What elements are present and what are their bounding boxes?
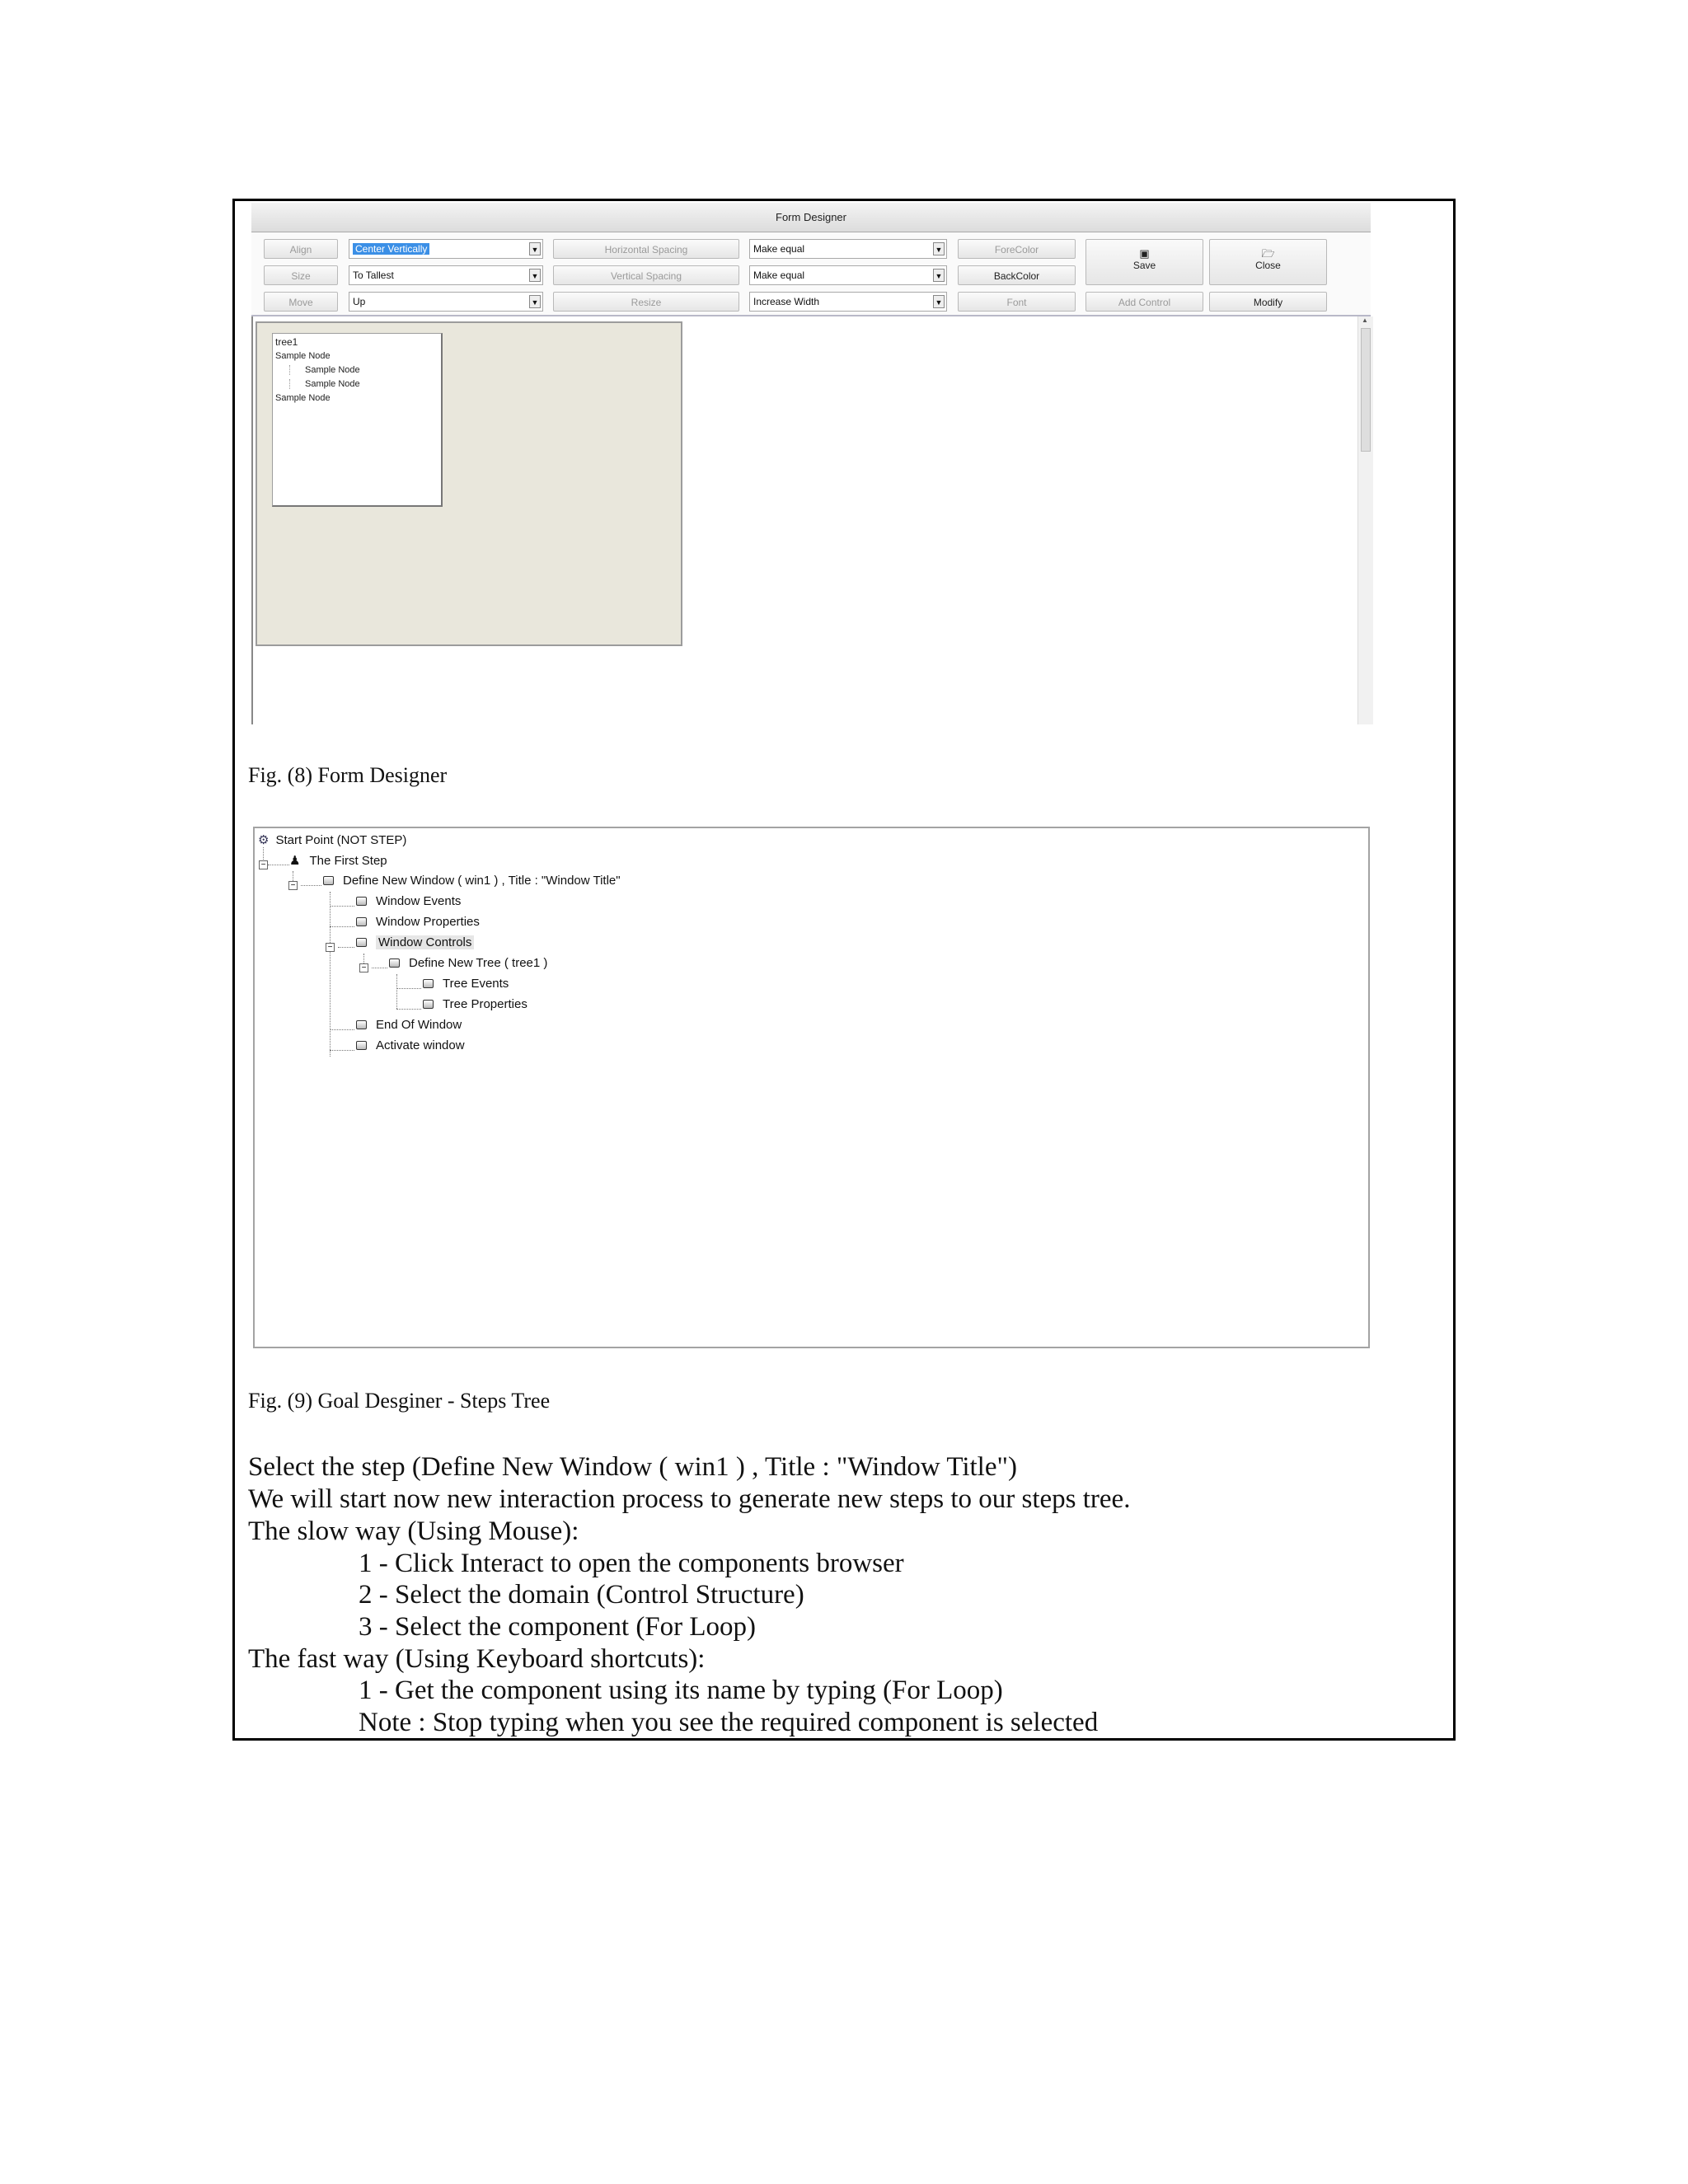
list-item: 3 - Select the component (For Loop) bbox=[359, 1612, 757, 1642]
vertical-spacing-select[interactable] bbox=[749, 265, 947, 285]
figure-9-caption: Fig. (9) Goal Desginer - Steps Tree bbox=[248, 1389, 551, 1413]
tree-node-first-step[interactable] bbox=[289, 853, 387, 868]
size-button[interactable]: Size bbox=[264, 265, 338, 285]
tree-node-window-events[interactable] bbox=[356, 894, 461, 908]
tree-node-label: Start Point (NOT STEP) bbox=[275, 832, 407, 847]
tree-connector bbox=[330, 906, 354, 907]
step-icon bbox=[356, 938, 367, 947]
tree-node-root[interactable] bbox=[258, 832, 406, 847]
forecolor-button[interactable]: ForeColor bbox=[958, 239, 1076, 259]
tree-control-title: tree1 bbox=[275, 336, 298, 348]
tree-connector bbox=[330, 892, 331, 1057]
tree-connector bbox=[263, 847, 264, 860]
form-designer-window bbox=[251, 203, 1371, 726]
chevron-down-icon[interactable]: ▼ bbox=[933, 269, 945, 282]
chevron-down-icon[interactable]: ▼ bbox=[529, 295, 541, 308]
step-icon bbox=[356, 917, 367, 926]
tree-node-label: Activate window bbox=[376, 1038, 465, 1052]
tree-node-label: Window Properties bbox=[376, 915, 480, 929]
step-icon bbox=[323, 876, 334, 885]
save-icon: ▣ bbox=[1139, 247, 1150, 260]
paragraph-line: Select the step (Define New Window ( win1 ) , Title : "Window Title") bbox=[248, 1452, 1017, 1482]
tree-node-define-tree[interactable] bbox=[389, 956, 547, 970]
align-select-value: Center Vertically bbox=[353, 243, 429, 255]
backcolor-button[interactable]: BackColor bbox=[958, 265, 1076, 285]
tree-node-tree-properties[interactable] bbox=[423, 997, 528, 1011]
tree-node[interactable]: Sample Node bbox=[289, 379, 360, 389]
collapse-icon[interactable]: − bbox=[359, 963, 368, 972]
tree-node-tree-events[interactable] bbox=[423, 977, 509, 991]
tree-connector bbox=[396, 988, 421, 989]
close-button[interactable] bbox=[1209, 239, 1327, 285]
step-icon bbox=[423, 1000, 434, 1009]
tree-connector bbox=[396, 1009, 421, 1010]
tree-node[interactable]: Sample Node bbox=[275, 351, 331, 361]
start-point-icon: ⚙ bbox=[258, 833, 270, 847]
add-control-button[interactable]: Add Control bbox=[1085, 292, 1203, 312]
align-select[interactable] bbox=[349, 239, 543, 259]
tree-node-label: Window Controls bbox=[376, 935, 474, 949]
scroll-up-icon[interactable]: ▲ bbox=[1362, 316, 1368, 324]
horizontal-spacing-button[interactable]: Horizontal Spacing bbox=[553, 239, 739, 259]
move-select[interactable] bbox=[349, 292, 543, 312]
tree-connector bbox=[330, 1029, 354, 1030]
vertical-spacing-button[interactable]: Vertical Spacing bbox=[553, 265, 739, 285]
tree-connector bbox=[396, 974, 397, 1009]
chevron-down-icon[interactable]: ▼ bbox=[933, 295, 945, 308]
collapse-icon[interactable]: − bbox=[326, 943, 335, 952]
tree-node[interactable]: Sample Node bbox=[275, 393, 331, 403]
toolbar bbox=[251, 232, 1371, 316]
paragraph-line: The fast way (Using Keyboard shortcuts): bbox=[248, 1644, 706, 1674]
paragraph-line: We will start now new interaction process to generate new steps to our steps tree. bbox=[248, 1484, 1131, 1514]
resize-select[interactable] bbox=[749, 292, 947, 312]
tree-node-end-of-window[interactable] bbox=[356, 1018, 462, 1032]
tree-node-activate-window[interactable] bbox=[356, 1038, 465, 1052]
save-label: Save bbox=[1132, 260, 1156, 271]
tree-node-label: Define New Tree ( tree1 ) bbox=[409, 956, 548, 970]
resize-select-value: Increase Width bbox=[753, 296, 820, 307]
step-icon bbox=[389, 958, 400, 968]
figure-8-caption: Fig. (8) Form Designer bbox=[248, 763, 448, 787]
save-button[interactable] bbox=[1085, 239, 1203, 285]
tree-connector bbox=[301, 885, 321, 886]
step-icon bbox=[356, 1041, 367, 1050]
person-icon: ♟ bbox=[289, 854, 301, 868]
tree-control[interactable] bbox=[272, 333, 443, 507]
note-line: Note : Stop typing when you see the required component is selected bbox=[359, 1708, 1099, 1737]
step-icon bbox=[356, 897, 367, 906]
scrollbar-thumb[interactable] bbox=[1361, 328, 1371, 452]
modify-button[interactable]: Modify bbox=[1209, 292, 1327, 312]
size-select-value: To Tallest bbox=[353, 269, 394, 281]
vertical-scrollbar[interactable] bbox=[1357, 316, 1373, 724]
tree-node-label: Window Events bbox=[376, 894, 462, 908]
tree-connector bbox=[330, 1050, 354, 1051]
close-label: Close bbox=[1255, 260, 1281, 271]
vertical-spacing-value: Make equal bbox=[753, 269, 805, 281]
tree-connector bbox=[330, 926, 354, 927]
horizontal-spacing-value: Make equal bbox=[753, 243, 805, 255]
size-select[interactable] bbox=[349, 265, 543, 285]
horizontal-spacing-select[interactable] bbox=[749, 239, 947, 259]
tree-node-window-controls[interactable] bbox=[356, 935, 474, 949]
tree-node-label: The First Step bbox=[309, 853, 387, 868]
step-icon bbox=[356, 1020, 367, 1029]
collapse-icon[interactable]: − bbox=[259, 860, 268, 869]
tree-node-label: Tree Properties bbox=[443, 997, 528, 1011]
list-item: 1 - Click Interact to open the components browser bbox=[359, 1549, 904, 1578]
tree-node-define-window[interactable] bbox=[323, 874, 621, 888]
step-icon bbox=[423, 979, 434, 988]
tree-node-window-properties[interactable] bbox=[356, 915, 480, 929]
chevron-down-icon[interactable]: ▼ bbox=[529, 269, 541, 282]
steps-tree bbox=[253, 827, 1370, 1348]
move-select-value: Up bbox=[353, 296, 366, 307]
align-button[interactable]: Align bbox=[264, 239, 338, 259]
collapse-icon[interactable]: − bbox=[288, 881, 298, 890]
designed-form[interactable] bbox=[256, 321, 682, 646]
design-canvas bbox=[251, 316, 1372, 724]
tree-node[interactable]: Sample Node bbox=[289, 365, 360, 375]
font-button[interactable]: Font bbox=[958, 292, 1076, 312]
tree-node-label: End Of Window bbox=[376, 1018, 462, 1032]
resize-button[interactable]: Resize bbox=[553, 292, 739, 312]
tree-node-label: Define New Window ( win1 ) , Title : "Window Title" bbox=[343, 874, 621, 888]
list-item: 2 - Select the domain (Control Structure) bbox=[359, 1580, 804, 1610]
chevron-down-icon[interactable]: ▼ bbox=[529, 242, 541, 255]
chevron-down-icon[interactable]: ▼ bbox=[933, 242, 945, 255]
window-title: Form Designer bbox=[251, 203, 1371, 232]
tree-node-label: Tree Events bbox=[443, 977, 509, 991]
folder-icon: 🗁 bbox=[1261, 247, 1275, 260]
tree-connector bbox=[338, 947, 354, 948]
list-item: 1 - Get the component using its name by typing (For Loop) bbox=[359, 1675, 1003, 1705]
move-button[interactable]: Move bbox=[264, 292, 338, 312]
paragraph-line: The slow way (Using Mouse): bbox=[248, 1516, 579, 1546]
